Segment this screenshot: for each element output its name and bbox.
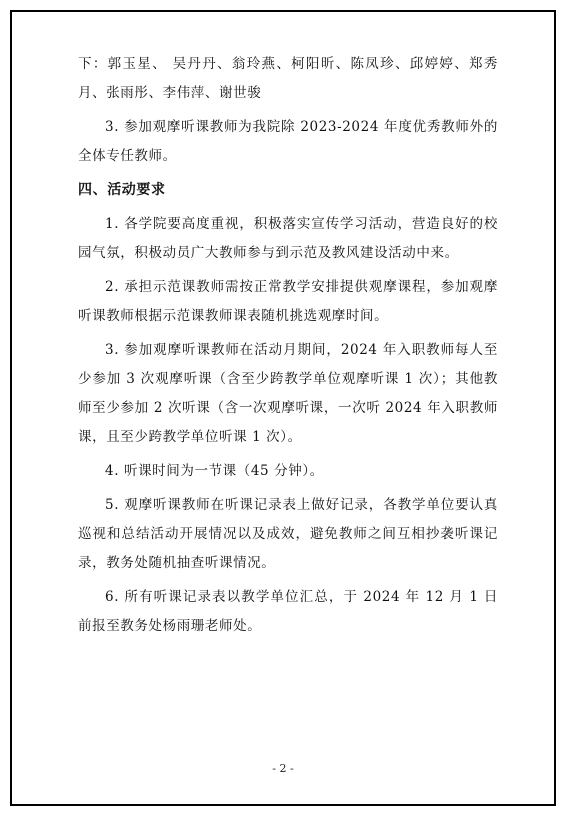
paragraph-requirement-1: 1. 各学院要高度重视，积极落实宣传学习活动，营造良好的校园气氛，积极动员广大教师参与到示范及教风建设活动中来。 (78, 216, 498, 261)
paragraph-requirement-2: 2. 承担示范课教师需按正常教学安排提供观摩课程，参加观摩听课教师根据示范课教师课表随机挑选观摩时间。 (78, 279, 498, 324)
section-heading-requirements: 四、活动要求 (78, 182, 166, 198)
paragraph-requirement-3: 3. 参加观摩听课教师在活动月期间，2024 年入职教师每人至少参加 3 次观摩听课（含至少跨教学单位观摩听课 1 次）；其他教师至少参加 2 次听课（含一次观摩听课，一次听 2024 年入职教师课，且至少跨教学单位听课 1 次）。 (78, 342, 498, 445)
paragraph-item-3-participants: 3. 参加观摩听课教师为我院除 2023-2024 年度优秀教师外的全体专任教师。 (78, 119, 498, 164)
paragraph-name-list-continuation: 下：郭玉星、 吴丹丹、翁玲燕、柯阳昕、陈凤珍、邱婷婷、郑秀月、张雨彤、李伟萍、谢世骏 (78, 56, 498, 101)
paragraph-requirement-4: 4. 听课时间为一节课（45 分钟）。 (105, 463, 324, 479)
page-number: - 2 - (272, 762, 294, 775)
paragraph-requirement-6: 6. 所有听课记录表以教学单位汇总，于 2024 年 12 月 1 日前报至教务处杨雨珊老师处。 (78, 589, 498, 634)
paragraph-requirement-5: 5. 观摩听课教师在听课记录表上做好记录，各教学单位要认真巡视和总结活动开展情况以及成效，避免教师之间互相抄袭听课记录，教务处随机抽查听课情况。 (78, 497, 498, 571)
document-body (78, 50, 498, 646)
